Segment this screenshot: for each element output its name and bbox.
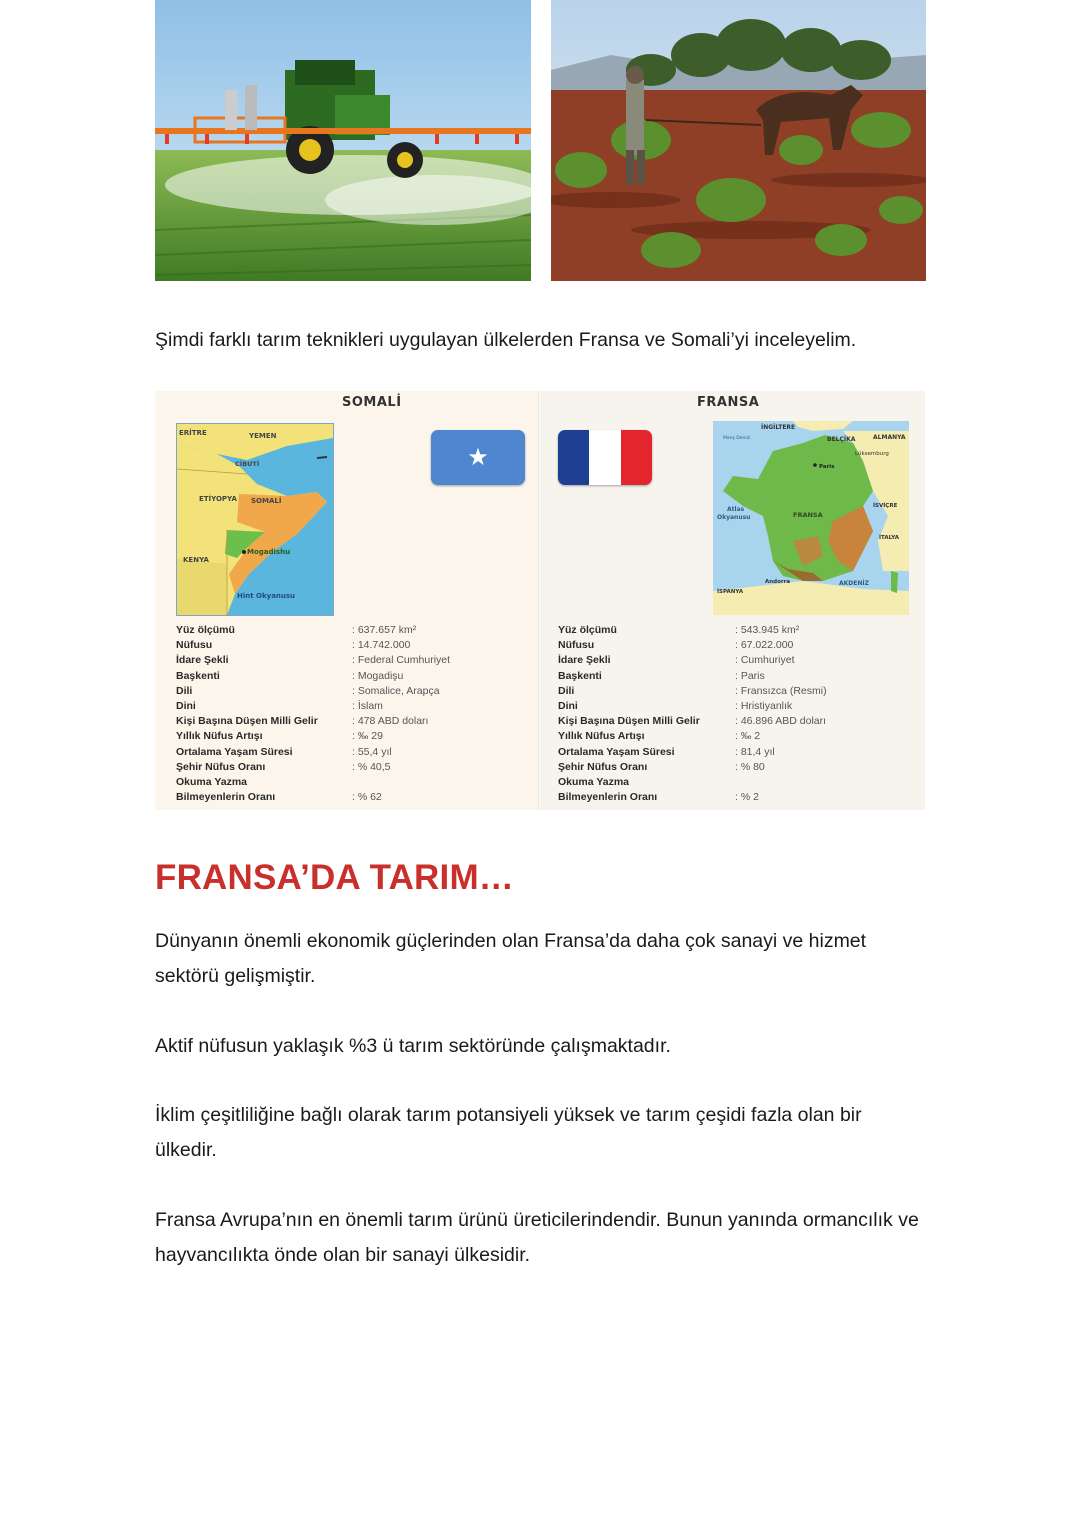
photo-tractor-spraying [155, 0, 531, 281]
fact-value: : Paris [735, 669, 765, 682]
section-heading: FRANSA’DA TARIM… [155, 858, 515, 897]
fact-label: Dili [176, 684, 193, 697]
map-label-cibuti: CİBUTİ [235, 460, 260, 468]
fransa-map [713, 421, 909, 615]
fact-label: Yıllık Nüfus Artışı [558, 730, 645, 743]
country-comparison-figure [155, 391, 925, 810]
map-label-hint-okyanusu: Hint Okyanusu [237, 592, 296, 600]
fransa-title: FRANSA [697, 395, 760, 410]
fact-label: İdare Şekli [176, 654, 229, 667]
fact-label: İdare Şekli [558, 654, 611, 667]
fact-label: Kişi Başına Düşen Milli Gelir [176, 715, 318, 728]
fact-value: : Hristiyanlık [735, 699, 793, 712]
somali-map [176, 423, 334, 616]
fact-label: Yüz ölçümü [558, 624, 617, 636]
map-label-ispanya: İSPANYA [717, 589, 744, 595]
map-label-mogadishu: Mogadishu [247, 548, 291, 556]
fact-label: Bilmeyenlerin Oranı [176, 791, 276, 804]
fact-value: : % 62 [352, 791, 382, 804]
photo-horse-plough [551, 0, 926, 281]
map-label-isvicre: İSVİÇRE [873, 503, 898, 509]
flag-stripe-white [589, 430, 620, 485]
fact-label: Başkenti [176, 669, 220, 682]
fact-label: Okuma Yazma [176, 775, 248, 788]
fact-label: Dili [558, 684, 575, 697]
fact-label: Bilmeyenlerin Oranı [558, 791, 658, 804]
fact-value: : İslam [352, 699, 383, 712]
map-label-kenya: KENYA [183, 556, 209, 564]
fact-value: : 55,4 yıl [352, 745, 392, 758]
fact-label: Nüfusu [176, 639, 213, 652]
fact-value: : ‰ 29 [352, 730, 383, 743]
map-label-belcika: BELÇİKA [827, 436, 856, 443]
map-label-akdeniz: AKDENİZ [839, 580, 869, 587]
map-label-luksemburg: Lüksemburg [855, 451, 889, 457]
map-label-eritre: ERİTRE [179, 429, 207, 437]
star-icon: ★ [467, 443, 489, 471]
fact-label: Nüfusu [558, 639, 595, 652]
fact-label: Ortalama Yaşam Süresi [176, 745, 293, 758]
paragraph-2: Aktif nüfusun yaklaşık %3 ü tarım sektöründe çalışmaktadır. [155, 1035, 671, 1057]
map-label-yemen: YEMEN [249, 432, 277, 440]
map-label-italya: İTALYA [879, 535, 899, 541]
fransa-flag [558, 430, 652, 485]
fact-value: : 81,4 yıl [735, 745, 775, 758]
fact-label: Yüz ölçümü [176, 624, 235, 636]
fact-value: : Cumhuriyet [735, 654, 795, 667]
fact-label: Yıllık Nüfus Artışı [176, 730, 263, 743]
fact-value: : % 80 [735, 760, 765, 773]
fact-label: Okuma Yazma [558, 775, 630, 788]
map-label-paris: Paris [819, 464, 835, 470]
fact-value: : Fransızca (Resmi) [735, 684, 827, 697]
fact-value: : Mogadişu [352, 669, 404, 682]
paragraph-1: Dünyanın önemli ekonomik güçlerinden olan Fransa’da daha çok sanayi ve hizmet sektörü gelişmiştir. [155, 930, 867, 987]
map-label-somali: SOMALİ [251, 497, 282, 505]
fact-label: Dini [558, 699, 578, 712]
fact-value: : 46.896 ABD doları [735, 715, 827, 728]
fact-label: Başkenti [558, 669, 602, 682]
fact-label: Şehir Nüfus Oranı [558, 760, 648, 773]
fact-value: : 67.022.000 [735, 639, 794, 652]
paragraph-3: İklim çeşitliliğine bağlı olarak tarım potansiyeli yüksek ve tarım çeşidi fazla olan bir ülkedir. [155, 1104, 862, 1161]
somali-title: SOMALİ [342, 395, 402, 410]
fact-label: Ortalama Yaşam Süresi [558, 745, 675, 758]
flag-stripe-red [621, 430, 652, 485]
somali-panel [155, 391, 539, 810]
map-label-ingiltere: İNGİLTERE [761, 424, 796, 431]
fact-label: Şehir Nüfus Oranı [176, 760, 266, 773]
fact-value: : % 2 [735, 791, 759, 804]
map-label-atlas: Atlas [727, 506, 745, 513]
fact-value: : Somalice, Arapça [352, 684, 440, 697]
map-label-almanya: ALMANYA [873, 434, 906, 441]
flag-stripe-blue [558, 430, 589, 485]
fact-value: : 543.945 km² [735, 624, 800, 636]
fact-label: Kişi Başına Düşen Milli Gelir [558, 715, 700, 728]
fact-value: : 14.742.000 [352, 639, 411, 652]
map-label-etiyopya: ETİYOPYA [199, 495, 237, 503]
fact-value: : 478 ABD doları [352, 715, 429, 728]
fact-value: : Federal Cumhuriyet [352, 654, 451, 667]
fransa-panel [541, 391, 925, 810]
fact-value: : 637.657 km² [352, 624, 417, 636]
fact-value: : ‰ 2 [735, 730, 761, 743]
somali-flag [431, 430, 525, 485]
fact-label: Dini [176, 699, 196, 712]
intro-text: Şimdi farklı tarım teknikleri uygulayan ülkelerden Fransa ve Somali’yi inceleyelim. [155, 329, 857, 351]
map-label-andorra: Andorra [765, 579, 791, 585]
fact-value: : % 40,5 [352, 760, 391, 773]
paragraph-4: Fransa Avrupa’nın en önemli tarım ürünü üreticilerindendir. Bunun yanında ormancılık ve hayvancılıkta önde olan bir sanayi ülkesidir. [155, 1209, 919, 1266]
map-label-okyanusu: Okyanusu [717, 514, 751, 521]
map-label-mans: Manş Denizi [723, 436, 751, 441]
map-label-fransa: FRANSA [793, 511, 823, 519]
